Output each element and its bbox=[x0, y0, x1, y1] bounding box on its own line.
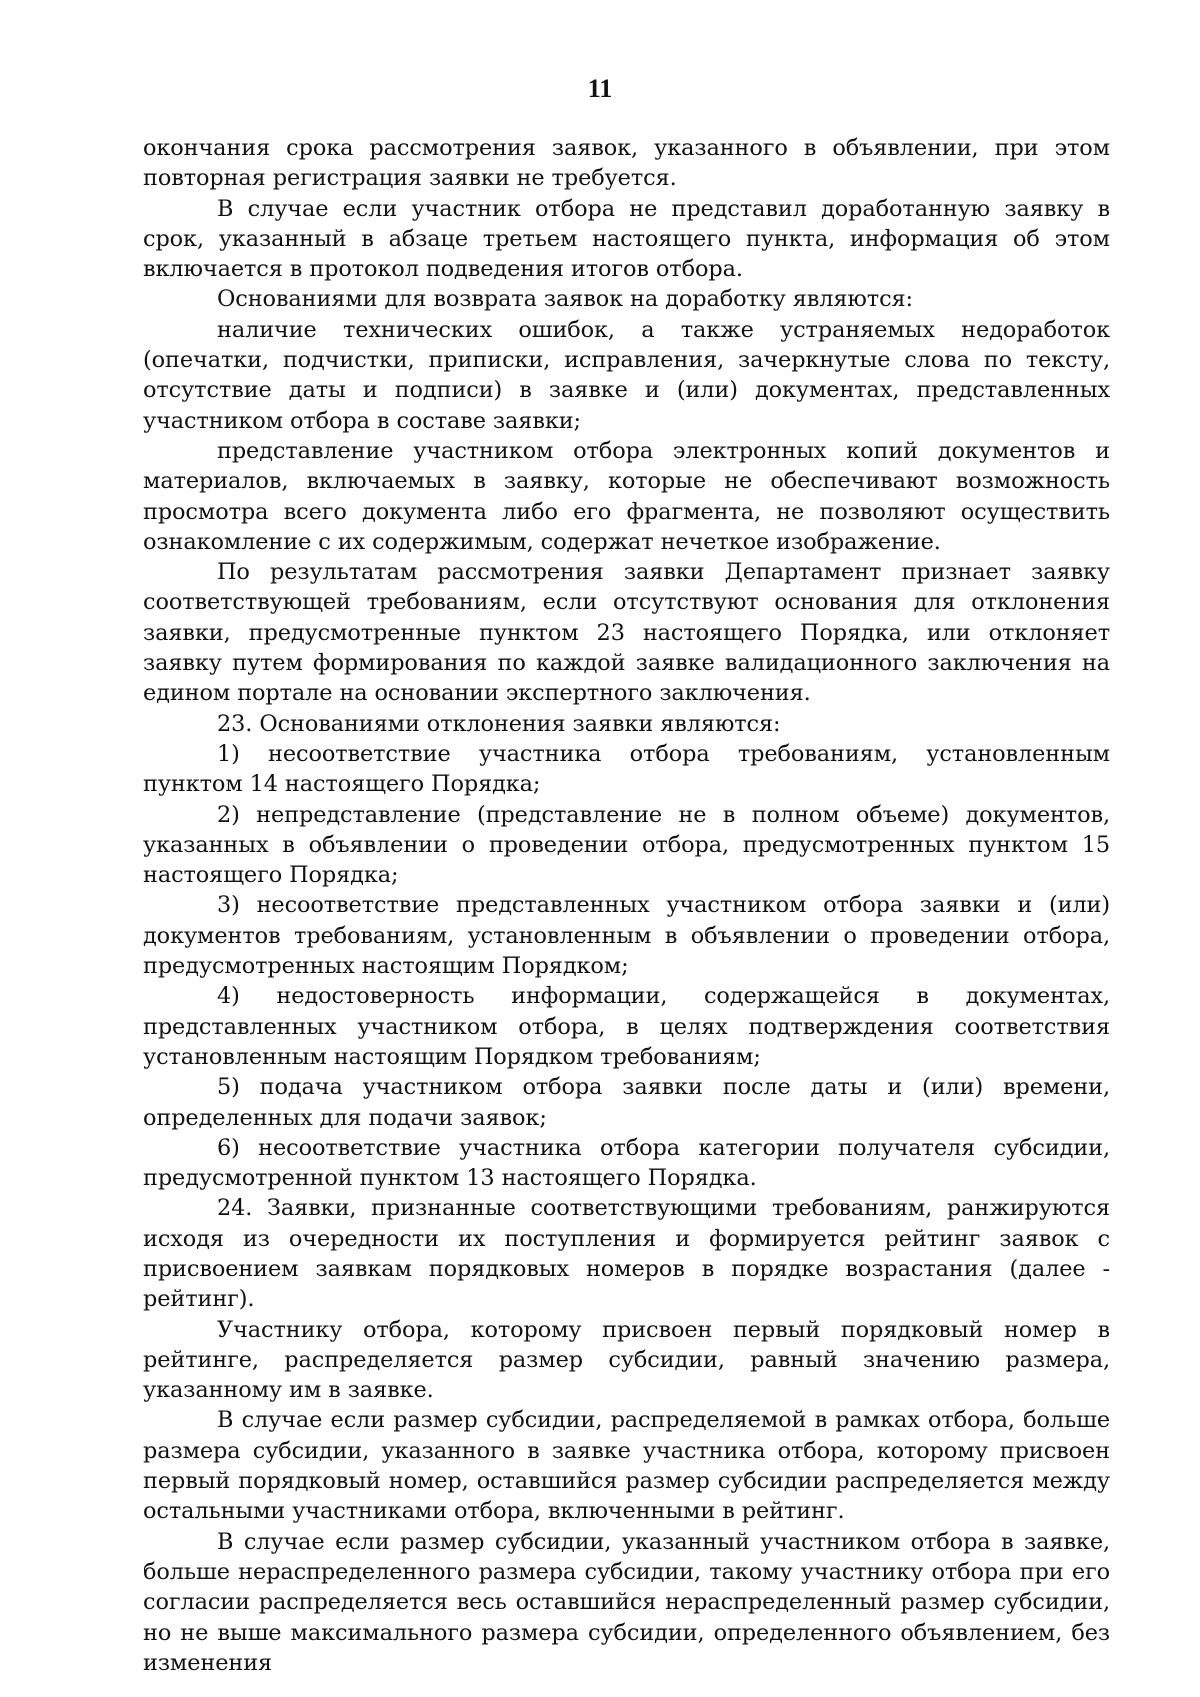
list-item: 4) недостоверность информации, содержащейся в документах, представленных участником отбора, в целях подтверждения соответствия установленным настоящим Порядком требованиям; bbox=[143, 983, 1110, 1070]
list-item: 3) несоответствие представленных участником отбора заявки и (или) документов требованиям, установленным в объявлении о проведении отбора, предусмотренных настоящим Порядком; bbox=[143, 892, 1110, 980]
document-body bbox=[143, 133, 1110, 1678]
paragraph: В случае если размер субсидии, распределяемой в рамках отбора, больше размера субсидии, указанного в заявке участника отбора, которому присвоен первый порядковый номер, оставшийся размер субсидии распределяется между остальными участниками отбора, включенными в рейтинг. bbox=[143, 1407, 1110, 1525]
page-number: 11 bbox=[587, 74, 613, 103]
paragraph: Участнику отбора, которому присвоен первый порядковый номер в рейтинге, распределяется размер субсидии, равный значению размера, указанному им в заявке. bbox=[143, 1316, 1110, 1404]
paragraph: По результатам рассмотрения заявки Департамент признает заявку соответствующей требованиям, если отсутствуют основания для отклонения заявки, предусмотренные пунктом 23 настоящего Порядка, или отклоняет заявку путем формирования по каждой заявке валидационного заключения на едином портале на основании экспертного заключения. bbox=[143, 559, 1110, 707]
paragraph: наличие технических ошибок, а также устраняемых недоработок (опечатки, подчистки, приписки, исправления, зачеркнутые слова по тексту, отсутствие даты и подписи) в заявке и (или) документах, представленных участником отбора в составе заявки; bbox=[143, 316, 1110, 434]
list-item: 6) несоответствие участника отбора категории получателя субсидии, предусмотренной пунктом 13 настоящего Порядка. bbox=[143, 1134, 1110, 1192]
paragraph: окончания срока рассмотрения заявок, указанного в объявлении, при этом повторная регистрация заявки не требуется. bbox=[143, 135, 1110, 192]
paragraph: представление участником отбора электронных копий документов и материалов, включаемых в заявку, которые не обеспечивают возможность просмотра всего документа либо его фрагмента, не позволяют осуществить ознакомление с их содержимым, содержат нечеткое изображение. bbox=[143, 437, 1110, 555]
paragraph: В случае если размер субсидии, указанный участником отбора в заявке, больше нераспределенного размера субсидии, такому участнику отбора при его согласии распределяется весь оставшийся нераспределенный размер субсидии, но не выше максимального размера субсидии, определенного объявлением, без изменения bbox=[143, 1528, 1110, 1676]
list-item: 2) непредставление (представление не в полном объеме) документов, указанных в объявлении о проведении отбора, предусмотренных пунктом 15 настоящего Порядка; bbox=[143, 801, 1110, 889]
section-heading-23: 23. Основаниями отклонения заявки являются: bbox=[217, 710, 781, 737]
list-item: 1) несоответствие участника отбора требованиям, установленным пунктом 14 настоящего Порядка; bbox=[143, 740, 1110, 798]
paragraph: Основаниями для возврата заявок на доработку являются: bbox=[217, 286, 914, 313]
list-item: 5) подача участником отбора заявки после даты и (или) времени, определенных для подачи заявок; bbox=[143, 1074, 1110, 1131]
section-paragraph-24: 24. Заявки, признанные соответствующими требованиям, ранжируются исходя из очередности их поступления и формируется рейтинг заявок с присвоением заявкам порядковых номеров в порядке возрастания (далее - рейтинг). bbox=[143, 1195, 1110, 1313]
paragraph: В случае если участник отбора не представил доработанную заявку в срок, указанный в абзаце третьем настоящего пункта, информация об этом включается в протокол подведения итогов отбора. bbox=[143, 195, 1110, 283]
